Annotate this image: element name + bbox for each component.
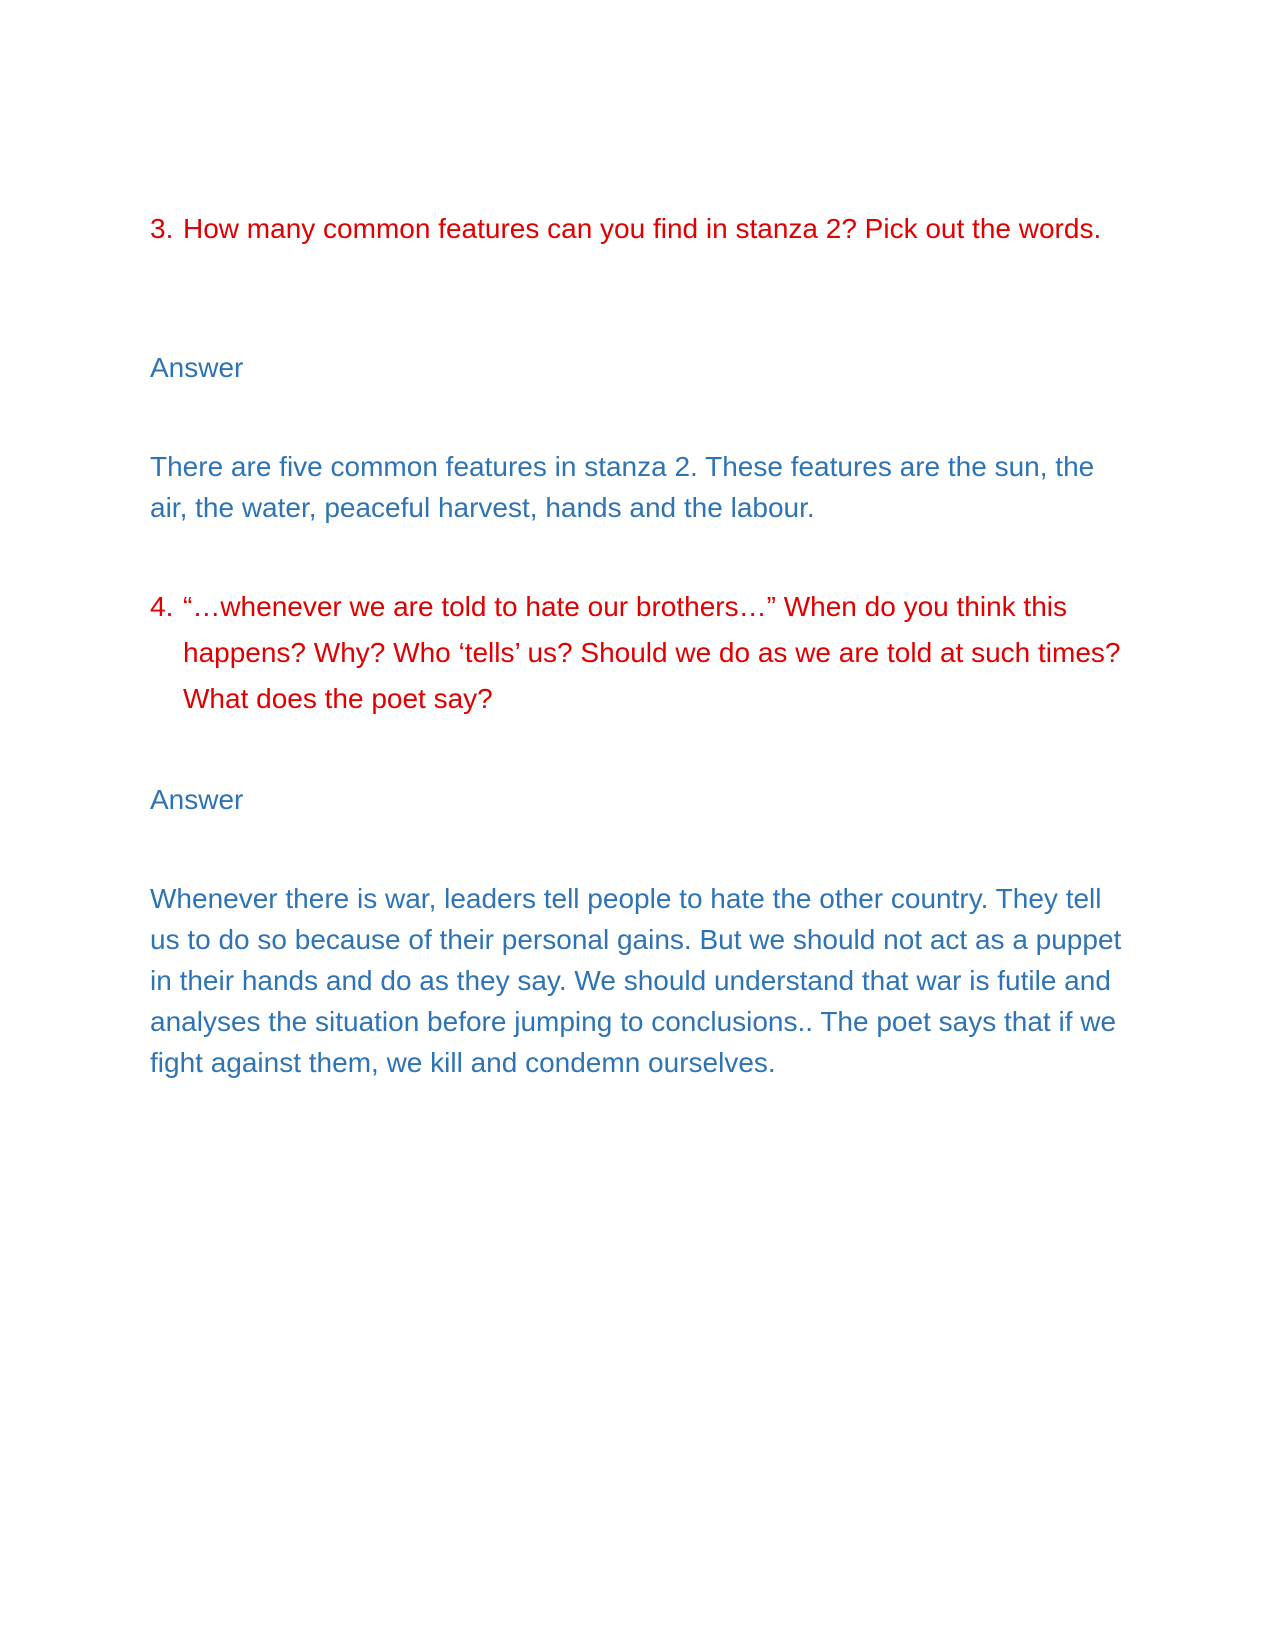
answer-text: There are five common features in stanza 2. These features are the sun, the air, the water, peaceful harvest, hands and the labour. xyxy=(150,451,1095,523)
answer-label: Answer xyxy=(150,352,244,383)
question-number: 3. xyxy=(150,213,174,244)
question-text: “…whenever we are told to hate our brothers…” When do you think this happens? Why? Who ‘tells’ us? Should we do as we are told at such times? What does the poet say? xyxy=(183,591,1121,714)
question-4 xyxy=(150,584,1135,722)
question-3 xyxy=(150,206,1135,252)
answer-label: Answer xyxy=(150,784,244,815)
answer-text: Whenever there is war, leaders tell people to hate the other country. They tell us to do so because of their personal gains. But we should not act as a puppet in their hands and do as they say. We should understand that war is futile and analyses the situation before jumping to conclusions.. The poet says that if we fight against them, we kill and condemn ourselves. xyxy=(150,883,1122,1078)
question-number: 4. xyxy=(150,591,174,622)
question-text: How many common features can you find in stanza 2? Pick out the words. xyxy=(183,213,1102,244)
